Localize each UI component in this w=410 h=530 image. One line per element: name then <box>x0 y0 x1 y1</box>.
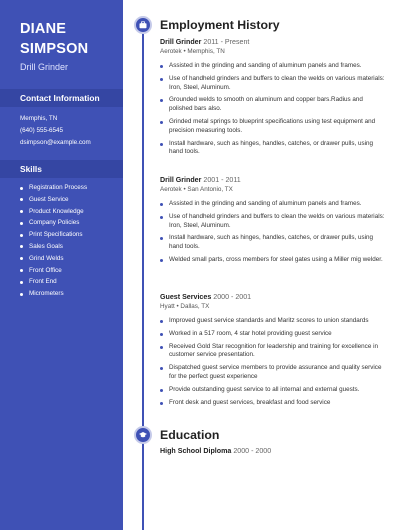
contact-email: dsimpson@example.com <box>20 139 91 146</box>
job-company: Aerotek <box>160 48 182 55</box>
job-city: Dallas, TX <box>180 303 210 310</box>
candidate-name: DIANE SIMPSON <box>20 21 89 57</box>
briefcase-icon <box>134 16 152 34</box>
job-role: Drill Grinder <box>160 176 202 184</box>
skill-item: Guest Service <box>20 194 87 206</box>
education-heading: Education <box>160 428 220 442</box>
list-item: Dispatched guest service members to provide assurance and quality service for the perfect guest experience <box>160 364 385 382</box>
skill-item: Front End <box>20 276 87 288</box>
list-item: Use of handheld grinders and buffers to clean the welds on various materials: Iron, Steel, Aluminum. <box>160 213 385 231</box>
job-company: Aerotek <box>160 186 182 193</box>
skill-item: Micrometers <box>20 288 87 300</box>
skill-item: Grind Welds <box>20 253 87 265</box>
list-item: Front desk and guest services, breakfast and food service <box>160 399 385 408</box>
contact-info <box>20 113 91 149</box>
list-item: Provide outstanding guest service to all internal and external guests. <box>160 386 385 395</box>
sidebar <box>0 0 123 530</box>
job-bullets <box>160 200 385 265</box>
contact-phone: (640) 555-6545 <box>20 127 64 134</box>
education-entry <box>160 447 271 455</box>
skill-item: Print Specifications <box>20 229 87 241</box>
list-item: Use of handheld grinders and buffers to clean the welds on various materials: Iron, Steel, Aluminum. <box>160 75 385 93</box>
list-item: Welded small parts, cross members for steel gates using a Miller mig welder. <box>160 256 385 265</box>
job-entry: Guest Services 2000 - 2001 Hyatt • Dallas, TX Improved guest service standards and Maritz scores to union standards Worked in a 517 room, 4 star hotel providing guest service Received Gold Star recognition for leadership and training for excellence in customer service presentation. Dispatched guest service members to provide assurance and quality service for the perfect guest experience Provide outstanding guest service to all internal and external guests. Front desk and guest services, breakfast and food service <box>160 292 385 411</box>
job-bullets <box>160 62 385 157</box>
job-dates: 2011 - Present <box>203 38 250 46</box>
list-item: Improved guest service standards and Maritz scores to union standards <box>160 317 385 326</box>
list-item: Worked in a 517 room, 4 star hotel providing guest service <box>160 330 385 339</box>
job-title: Drill Grinder <box>20 62 69 72</box>
skill-item: Product Knowledge <box>20 206 87 218</box>
skills-list <box>20 182 87 300</box>
list-item: Assisted in the grinding and sanding of aluminum panels and frames. <box>160 200 385 209</box>
employment-heading: Employment History <box>160 18 280 32</box>
contact-heading: Contact Information <box>0 89 123 107</box>
skill-item: Front Office <box>20 265 87 277</box>
list-item: Grinded metal springs to blueprint specifications using test equipment and precision measuring tools. <box>160 118 385 136</box>
job-role: Guest Services <box>160 293 212 301</box>
skills-heading: Skills <box>0 160 123 178</box>
skill-item: Sales Goals <box>20 241 87 253</box>
education-dates: 2000 - 2000 <box>233 447 272 455</box>
graduation-cap-icon <box>134 426 152 444</box>
job-entry: Drill Grinder 2001 - 2011 Aerotek • San Antonio, TX Assisted in the grinding and sanding of aluminum panels and frames. Use of handheld grinders and buffers to clean the welds on various materials: Iron, Steel, Aluminum. Install hardware, such as hinges, handles, catches, or drawer pulls, using hand tools. Welded small parts, cross members for steel gates using a Miller mig welder. <box>160 176 385 263</box>
skill-item: Registration Process <box>20 182 87 194</box>
job-dates: 2001 - 2011 <box>203 176 241 184</box>
contact-city: Memphis, TN <box>20 115 58 122</box>
job-bullets <box>160 317 385 407</box>
list-item: Install hardware, such as hinges, handles, catches, or drawer pulls, using hand tools. <box>160 140 385 158</box>
job-company: Hyatt <box>160 303 175 310</box>
job-city: San Antonio, TX <box>187 186 233 193</box>
degree: High School Diploma <box>160 447 232 455</box>
timeline-line <box>142 34 144 530</box>
list-item: Grounded welds to smooth on aluminum and copper bars.Radius and polished bars also. <box>160 96 385 114</box>
list-item: Install hardware, such as hinges, handles, catches, or drawer pulls, using hand tools. <box>160 234 385 252</box>
job-entry: Drill Grinder 2011 - Present Aerotek • Memphis, TN Assisted in the grinding and sanding of aluminum panels and frames. Use of handheld grinders and buffers to clean the welds on various materials: Iron, Steel, Aluminum. Grounded welds to smooth on aluminum and copper bars.Radius and polished bars also. Grinded metal springs to blueprint specifications using test equipment and precision measuring tools. Install hardware, such as hinges, handles, catches, or drawer pulls, using hand tools. <box>160 38 385 156</box>
job-role: Drill Grinder <box>160 38 202 46</box>
skill-item: Company Policies <box>20 217 87 229</box>
list-item: Assisted in the grinding and sanding of aluminum panels and frames. <box>160 62 385 71</box>
list-item: Received Gold Star recognition for leadership and training for excellence in customer service presentation. <box>160 343 385 361</box>
job-city: Memphis, TN <box>187 48 225 55</box>
job-dates: 2000 - 2001 <box>213 293 252 301</box>
